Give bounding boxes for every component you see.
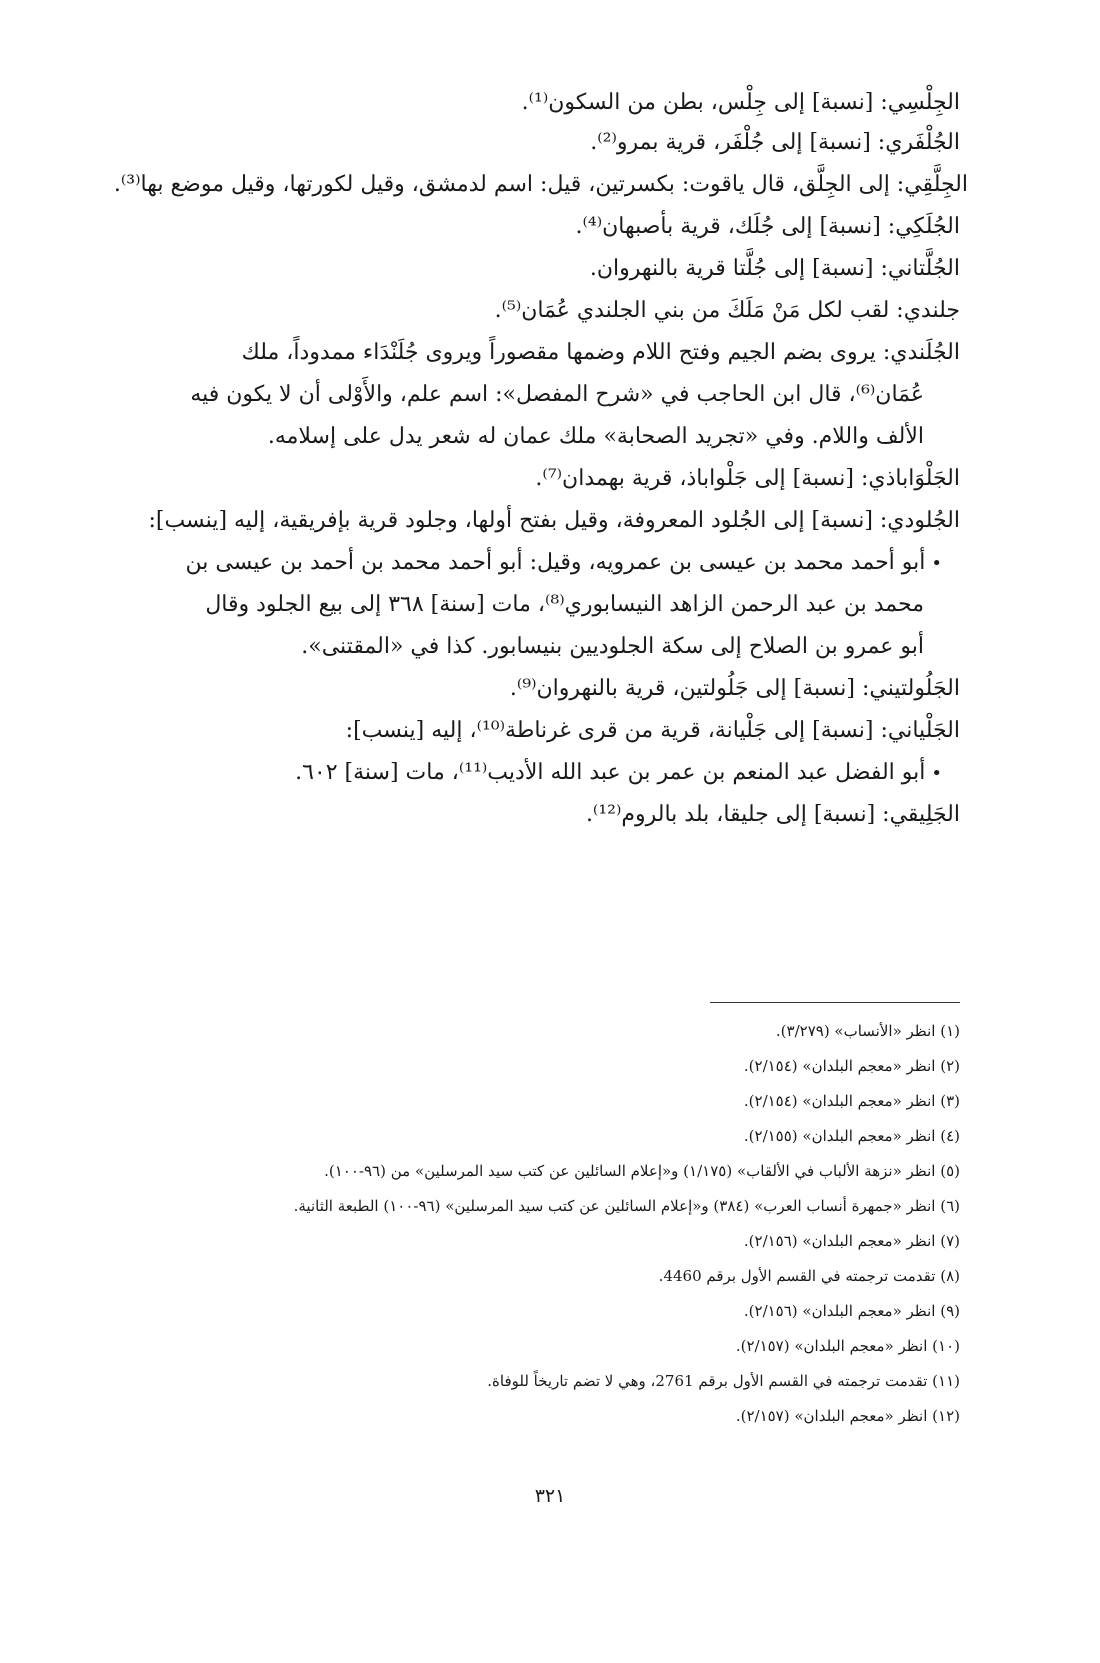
person-text: أبو الفضل عبد المنعم بن عمر بن عبد الله الأديب⁽¹¹⁾، مات [سنة] ٦٠٢. [295, 760, 926, 785]
entry-line: الجَلُولتيني: [نسبة] إلى جَلُولتين، قرية بالنهروان⁽⁹⁾. [509, 676, 960, 701]
footnote: (٩) انظر «معجم البلدان» (٢/١٥٦). [743, 1302, 960, 1320]
entry-line: الجِلَّقِي: إلى الجِلَّق، قال ياقوت: بكسرتين، قيل: اسم لدمشق، وقيل لكورتها، وقيل موضع بها⁽³⁾. [113, 172, 968, 197]
footnote-separator [710, 1002, 960, 1003]
entry-line: الجُلْفَري: [نسبة] إلى جُلْفَر، قرية بمرو⁽²⁾. [590, 130, 960, 155]
footnote: (٤) انظر «معجم البلدان» (٢/١٥٥). [743, 1127, 960, 1145]
entry-line: الجُلَكِي: [نسبة] إلى جُلَك، قرية بأصبهان⁽⁴⁾. [575, 214, 960, 239]
entry-line: الجَلْياني: [نسبة] إلى جَلْيانة، قرية من قرى غرناطة⁽¹⁰⁾، إليه [ينسب]: [345, 718, 960, 743]
entry-continuation: محمد بن عبد الرحمن الزاهد النيسابوري⁽⁸⁾، مات [سنة] ٣٦٨ إلى بيع الجلود وقال [205, 592, 924, 617]
bullet-icon: • [931, 763, 942, 784]
footnote: (٨) تقدمت ترجمته في القسم الأول برقم 4460. [658, 1267, 960, 1285]
entry-continuation: الألف واللام. وفي «تجريد الصحابة» ملك عمان له شعر يدل على إسلامه. [267, 424, 924, 449]
entry-line: الجُلودي: [نسبة] إلى الجُلود المعروفة، وقيل بفتح أولها، وجلود قرية بإفريقية، إليه [ينسب]: [148, 508, 960, 533]
footnote: (٥) انظر «نزهة الألباب في الألقاب» (١/١٧٥) و«إعلام السائلين عن كتب سيد المرسلين» من (٩٦-١٠٠). [324, 1162, 960, 1180]
entry-line: الجَلْوَاباذي: [نسبة] إلى جَلْواباذ، قرية بهمدان⁽⁷⁾. [535, 466, 960, 491]
person-entry [155, 548, 942, 579]
person-entry [155, 758, 942, 789]
footnote: (١٢) انظر «معجم البلدان» (٢/١٥٧). [735, 1407, 960, 1425]
footnote: (٣) انظر «معجم البلدان» (٢/١٥٤). [743, 1092, 960, 1110]
footnote: (٧) انظر «معجم البلدان» (٢/١٥٦). [743, 1232, 960, 1250]
person-text: أبو أحمد محمد بن عيسى بن عمرويه، وقيل: أبو أحمد محمد بن أحمد بن عيسى بن [185, 550, 926, 575]
page-number: ٣٢١ [534, 1485, 566, 1507]
entry-line: الجُلَّتاني: [نسبة] إلى جُلَّتا قرية بالنهروان. [589, 256, 960, 281]
entry-line: الجَلِيقي: [نسبة] إلى جليقا، بلد بالروم⁽¹²⁾. [585, 802, 960, 827]
footnote: (١) انظر «الأنساب» (٣/٢٧٩). [775, 1022, 960, 1040]
entry-continuation: عُمَان⁽⁶⁾، قال ابن الحاجب في «شرح المفصل»: اسم علم، والأَوْلى أن لا يكون فيه [190, 382, 924, 407]
entry-line: جلندي: لقب لكل مَنْ مَلَكَ من بني الجلندي عُمَان⁽⁵⁾. [494, 298, 960, 323]
entry-line: الجِلْسِي: [نسبة] إلى جِلْس، بطن من السكون⁽¹⁾. [521, 90, 960, 115]
entry-continuation: أبو عمرو بن الصلاح إلى سكة الجلوديين بنيسابور. كذا في «المقتنى». [301, 634, 924, 659]
footnote: (١١) تقدمت ترجمته في القسم الأول برقم 2761، وهي لا تضم تاريخاً للوفاة. [487, 1372, 960, 1390]
footnote: (٦) انظر «جمهرة أنساب العرب» (٣٨٤) و«إعلام السائلين عن كتب سيد المرسلين» (٩٦-١٠٠) الطبعة الثانية. [293, 1197, 960, 1215]
entry-line: الجُلَندي: يروى بضم الجيم وفتح اللام وضمها مقصوراً ويروى جُلَنْدَاء ممدوداً، ملك [241, 340, 960, 365]
footnote: (٢) انظر «معجم البلدان» (٢/١٥٤). [743, 1057, 960, 1075]
bullet-icon: • [931, 553, 942, 574]
footnote: (١٠) انظر «معجم البلدان» (٢/١٥٧). [735, 1337, 960, 1355]
